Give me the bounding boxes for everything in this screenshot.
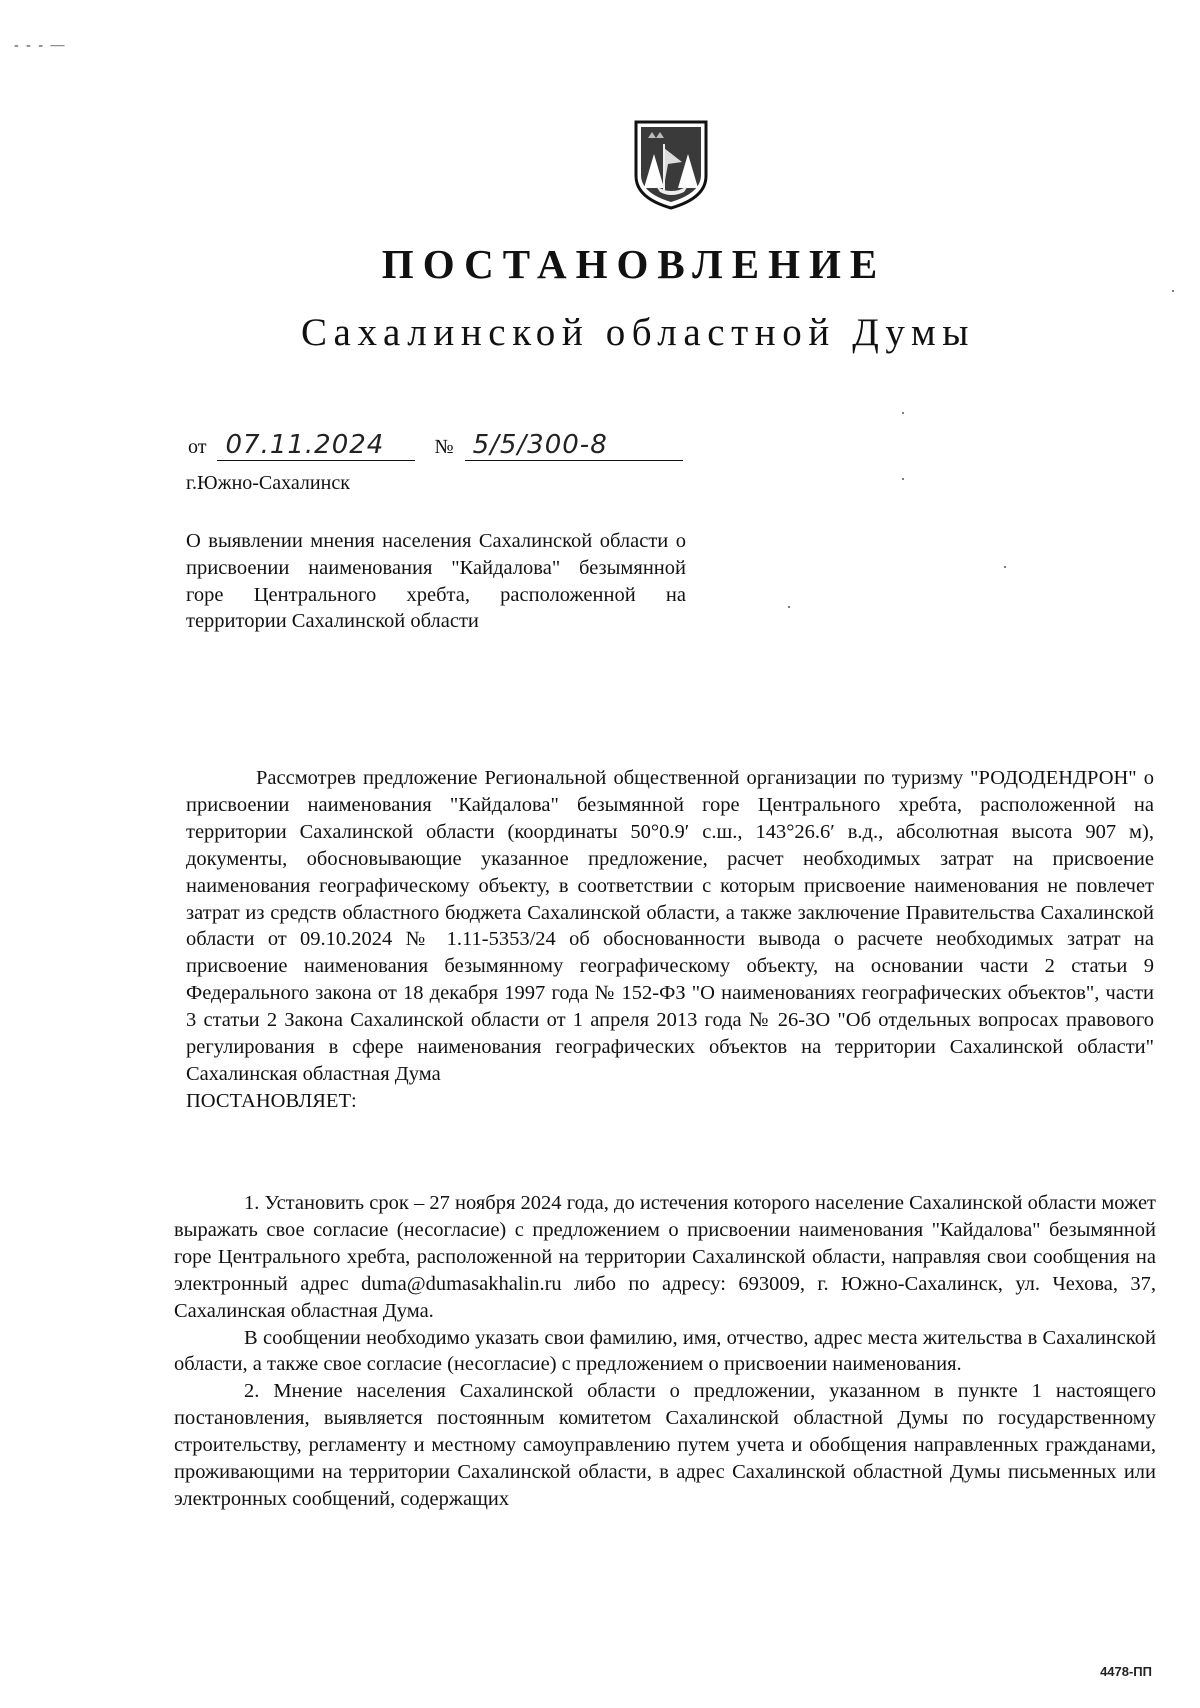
issuing-body: Сахалинской областной Думы [300,311,976,354]
corner-scan-mark: ‑ ‑ ‑ — [14,38,67,53]
handwritten-number: 5/5/300-8 [465,430,683,461]
resolves-heading: ПОСТАНОВЛЯЕТ: [186,1089,357,1112]
scan-speck [902,412,904,414]
document-title: ПОСТАНОВЛЕНИЕ [381,241,887,287]
preamble-paragraph: Рассмотрев предложение Региональной общественной организации по туризму "РОДОДЕНДРОН" о присвоении наименования "Кайдалова" безымянной горе Центрального хребта, расположенной на территории Сахалинской области (координаты 50°0.9′ с.ш., 143°26.6′ в.д., абсолютная высота 907 м), документы, обосновывающие указанное предложение, расчет необходимых затрат на присвоение наименования географическому объекту, в соответствии с которым присвоение наименования не повлечет затрат из средств областного бюджета Сахалинской области, а также заключение Правительства Сахалинской области от 09.10.2024 № 1.11-5353/24 об обоснованности вывода о расчете необходимых затрат на присвоение наименования безымянному географическому объекту, на основании части 2 статьи 9 Федерального закона от 18 декабря 1997 года № 152-ФЗ "О наименованиях географических объектов", части 3 статьи 2 Закона Сахалинской области от 1 апреля 2013 года № 26-ЗО "Об отдельных вопросах правового регулирования в сфере наименования географических объектов на территории Сахалинской области" Сахалинская областная Дума [186,767,1154,1085]
scan-speck [902,478,904,480]
document-body-items [174,1190,1156,1513]
scan-speck [1004,566,1006,568]
date-number-line [186,430,683,461]
number-label: № [434,436,454,458]
scan-speck [788,606,790,608]
scan-speck [1172,290,1174,292]
item-1-note-paragraph: В сообщении необходимо указать свои фамилию, имя, отчество, адрес места жительства в Сахалинской области, а также свое согласие (несогласие) с предложением о присвоении наименования. [174,1326,1156,1376]
issue-city: г.Южно-Сахалинск [186,472,350,494]
date-label: от [188,436,207,458]
item-1-paragraph: 1. Установить срок – 27 ноября 2024 года, до истечения которого население Сахалинской области может выражать свое согласие (несогласие) с предложением о присвоении наименования "Кайдалова" безымянной горе Центрального хребта, расположенной на территории Сахалинской области, направляя свои сообщения на электронный адрес duma@dumasakhalin.ru либо по адресу: 693009, г. Южно-Сахалинск, ул. Чехова, 37, Сахалинская областная Дума. [174,1192,1156,1322]
handwritten-date: 07.11.2024 [217,430,415,461]
footer-code: 4478-ПП [1100,1664,1152,1679]
sakhalin-coat-of-arms-icon [632,118,710,210]
document-subject: О выявлении мнения населения Сахалинской области о присвоении наименования "Кайдалова" безымянной горе Центрального хребта, расположенной на территории Сахалинской области [186,530,686,633]
item-2-paragraph: 2. Мнение населения Сахалинской области о предложении, указанном в пункте 1 настоящего постановления, выявляется постоянным комитетом Сахалинской областной Думы по государственному строительству, регламенту и местному самоуправлению путем учета и обобщения направленных гражданами, проживающими на территории Сахалинской области, в адрес Сахалинской областной Думы письменных или электронных сообщений, содержащих [174,1380,1156,1510]
document-body [186,765,1154,1115]
